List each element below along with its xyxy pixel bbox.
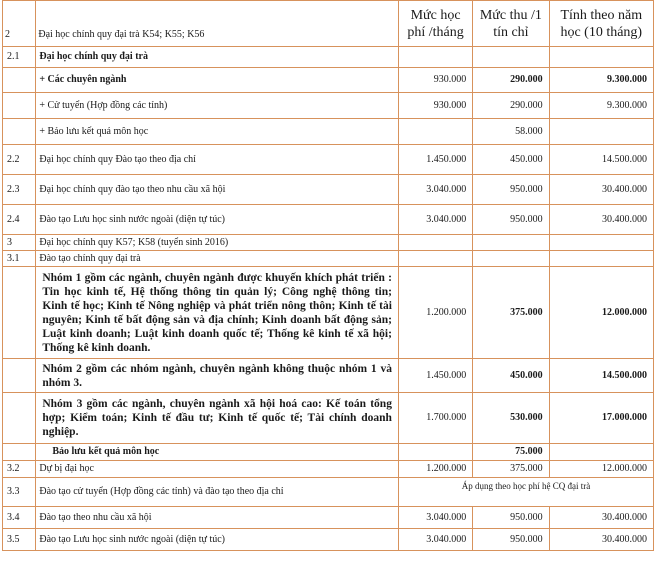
row-no: 3.4	[3, 507, 36, 529]
credit-cell: 375.000	[473, 461, 549, 478]
credit-cell: 950.000	[473, 507, 549, 529]
fee-cell: 1.200.000	[398, 267, 472, 359]
credit-cell: 950.000	[473, 175, 549, 205]
credit-cell: 450.000	[473, 145, 549, 175]
year-cell: 12.000.000	[549, 461, 653, 478]
fee-cell: 1.700.000	[398, 393, 472, 444]
table-row	[3, 251, 654, 267]
table-row	[3, 267, 654, 359]
fee-cell: 3.040.000	[398, 529, 472, 551]
table-row	[3, 461, 654, 478]
col-header-year: Tính theo năm học (10 tháng)	[549, 1, 653, 47]
year-cell: 30.400.000	[549, 529, 653, 551]
row-label: Đại học chính quy đào tạo theo nhu cầu xã hội	[36, 175, 399, 205]
credit-cell: 450.000	[473, 359, 549, 393]
row-no: 2	[3, 1, 36, 47]
table-row	[3, 119, 654, 145]
credit-cell: 950.000	[473, 529, 549, 551]
year-cell: 17.000.000	[549, 393, 653, 444]
row-no: 3.5	[3, 529, 36, 551]
fee-cell: 1.200.000	[398, 461, 472, 478]
row-no	[3, 393, 36, 444]
col-header-credit: Mức thu /1 tín chỉ	[473, 1, 549, 47]
fee-cell: 1.450.000	[398, 359, 472, 393]
fee-note: Áp dụng theo học phí hệ CQ đại trà	[398, 478, 653, 507]
table-row	[3, 444, 654, 461]
fee-cell: 3.040.000	[398, 205, 472, 235]
year-cell	[549, 251, 653, 267]
credit-cell: 950.000	[473, 205, 549, 235]
fee-cell: 3.040.000	[398, 175, 472, 205]
row-no: 2.4	[3, 205, 36, 235]
table-row	[3, 93, 654, 119]
table-row	[3, 145, 654, 175]
year-cell: 12.000.000	[549, 267, 653, 359]
row-no: 2.1	[3, 47, 36, 68]
fee-cell: 930.000	[398, 93, 472, 119]
row-no	[3, 68, 36, 93]
year-cell	[549, 119, 653, 145]
table-row	[3, 205, 654, 235]
year-cell: 9.300.000	[549, 68, 653, 93]
table-row	[3, 478, 654, 507]
credit-cell: 290.000	[473, 68, 549, 93]
row-label: + Bảo lưu kết quả môn học	[36, 119, 399, 145]
row-no	[3, 93, 36, 119]
table-row	[3, 359, 654, 393]
row-label: Đào tạo theo nhu cầu xã hội	[36, 507, 399, 529]
row-label: Dự bị đại học	[36, 461, 399, 478]
table-row	[3, 175, 654, 205]
credit-cell	[473, 235, 549, 251]
year-cell: 14.500.000	[549, 359, 653, 393]
row-no: 2.3	[3, 175, 36, 205]
row-no	[3, 444, 36, 461]
year-cell	[549, 47, 653, 68]
row-label: Đại học chính quy K57; K58 (tuyển sinh 2016)	[36, 235, 399, 251]
row-label: Đại học chính quy đại trà K54; K55; K56	[36, 1, 399, 47]
row-label: Đào tạo cử tuyển (Hợp đồng các tỉnh) và đào tạo theo địa chỉ	[36, 478, 399, 507]
year-cell	[549, 444, 653, 461]
fee-cell	[398, 47, 472, 68]
row-label: Đại học chính quy đại trà	[36, 47, 399, 68]
year-cell: 9.300.000	[549, 93, 653, 119]
row-label: Bảo lưu kết quả môn học	[36, 444, 399, 461]
table-row	[3, 68, 654, 93]
row-label: Nhóm 3 gồm các ngành, chuyên ngành xã hội hoá cao: Kế toán tổng hợp; Kiểm toán; Kinh tế đầu tư; Kinh tế quốc tế; Tài chính doanh nghiệp.	[36, 393, 399, 444]
row-no	[3, 119, 36, 145]
credit-cell: 375.000	[473, 267, 549, 359]
year-cell	[549, 235, 653, 251]
row-no: 3.2	[3, 461, 36, 478]
fee-cell: 930.000	[398, 68, 472, 93]
fee-cell: 3.040.000	[398, 507, 472, 529]
fee-cell	[398, 235, 472, 251]
year-cell: 30.400.000	[549, 175, 653, 205]
fee-cell	[398, 251, 472, 267]
fee-cell: 1.450.000	[398, 145, 472, 175]
credit-cell	[473, 251, 549, 267]
credit-cell: 290.000	[473, 93, 549, 119]
year-cell: 30.400.000	[549, 507, 653, 529]
row-label: + Các chuyên ngành	[36, 68, 399, 93]
table-row	[3, 507, 654, 529]
credit-cell: 58.000	[473, 119, 549, 145]
row-label: Đào tạo Lưu học sinh nước ngoài (diện tự túc)	[36, 205, 399, 235]
header-row	[3, 1, 654, 47]
tuition-table	[2, 0, 654, 551]
credit-cell	[473, 47, 549, 68]
row-label: Đào tạo chính quy đại trà	[36, 251, 399, 267]
row-no: 3	[3, 235, 36, 251]
table-row	[3, 393, 654, 444]
row-label: Đại học chính quy Đào tạo theo địa chỉ	[36, 145, 399, 175]
col-header-fee: Mức học phí /tháng	[398, 1, 472, 47]
year-cell: 30.400.000	[549, 205, 653, 235]
row-label: Nhóm 2 gồm các nhóm ngành, chuyên ngành không thuộc nhóm 1 và nhóm 3.	[36, 359, 399, 393]
row-no: 3.3	[3, 478, 36, 507]
table-row	[3, 235, 654, 251]
row-no	[3, 359, 36, 393]
table-row	[3, 47, 654, 68]
row-no: 3.1	[3, 251, 36, 267]
row-label: Nhóm 1 gồm các ngành, chuyên ngành được khuyến khích phát triển : Tin học kinh tế, Hệ thống thông tin quản lý; Công nghệ thông tin; Kinh tế học; Kinh tế Nông nghiệp và phát triển nông thôn; Kinh tế tài nguyên; Kinh tế bất động sản và địa chính; Kinh doanh bất động sản; Luật kinh doanh; Luật kinh doanh quốc tế; Thống kê kinh tế xã hội; Thống kê kinh doanh.	[36, 267, 399, 359]
fee-cell	[398, 119, 472, 145]
credit-cell: 75.000	[473, 444, 549, 461]
year-cell: 14.500.000	[549, 145, 653, 175]
row-no: 2.2	[3, 145, 36, 175]
row-label: + Cử tuyển (Hợp đồng các tỉnh)	[36, 93, 399, 119]
row-label: Đào tạo Lưu học sinh nước ngoài (diện tự túc)	[36, 529, 399, 551]
fee-cell	[398, 444, 472, 461]
table-row	[3, 529, 654, 551]
row-no	[3, 267, 36, 359]
credit-cell: 530.000	[473, 393, 549, 444]
